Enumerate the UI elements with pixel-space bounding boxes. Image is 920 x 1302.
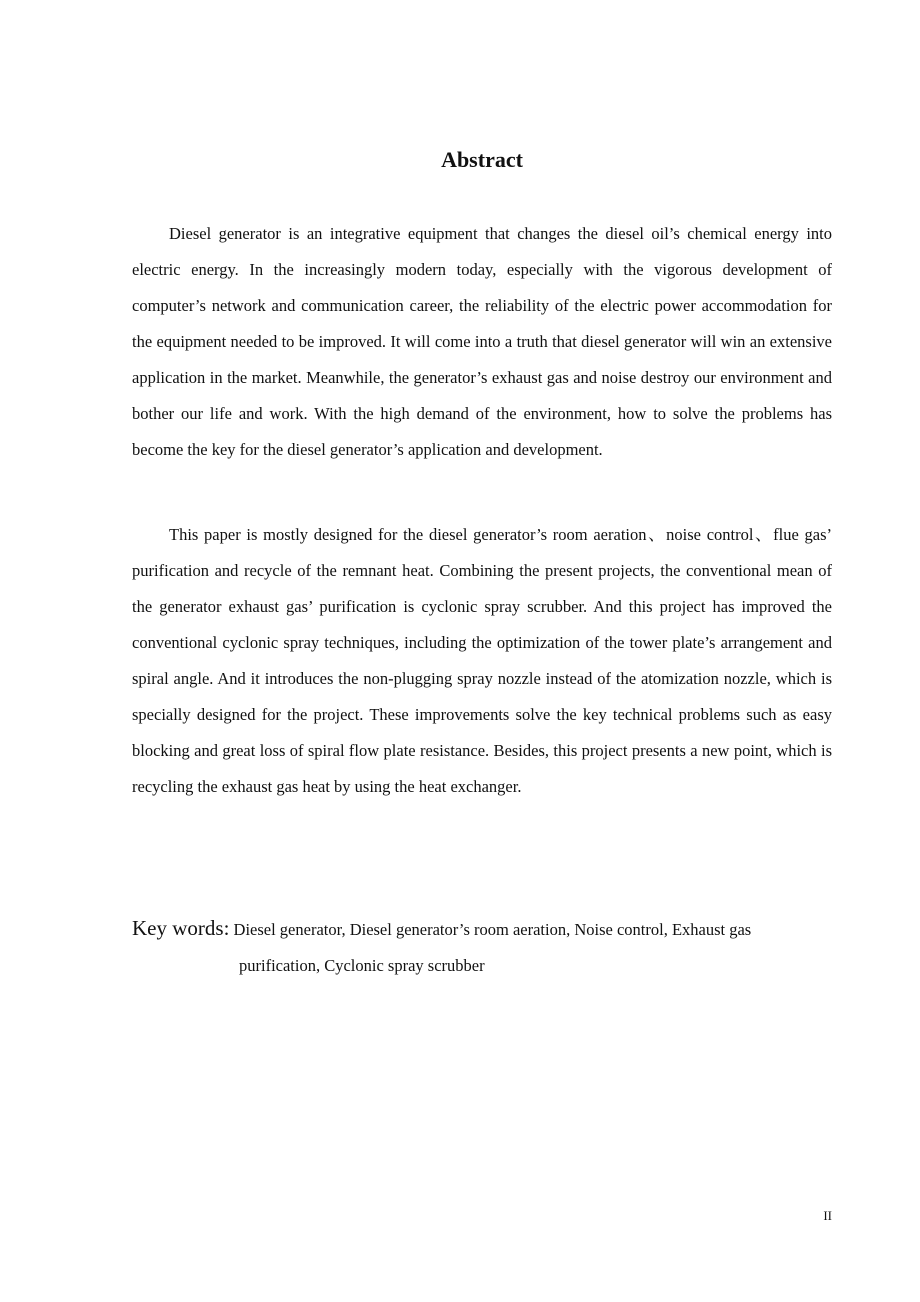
paragraph-text: This paper is mostly designed for the diesel generator’s room aeration、noise control、flue gas’ purification and recycle of the remnant heat. Combining the present projects, the conventional mean of the generator exhaust gas’ purification is cyclonic spray scrubber. And this project has improved the conventional cyclonic spray techniques, including the optimization of the tower plate’s arrangement and spiral angle. And it introduces the non-plugging spray nozzle instead of the atomization nozzle, which is specially designed for the project. These improvements solve the key technical problems such as easy blocking and great loss of spiral flow plate resistance. Besides, this project presents a new point, which is recycling the exhaust gas heat by using the heat exchanger. xyxy=(132,525,832,796)
keywords-text-2: purification, Cyclonic spray scrubber xyxy=(239,956,485,975)
page-title: Abstract xyxy=(441,147,523,172)
keywords-line-1 xyxy=(132,910,832,948)
keywords-text-1: Diesel generator, Diesel generator’s room aeration, Noise control, Exhaust gas xyxy=(233,920,752,939)
keywords-label: Key words: xyxy=(132,916,230,940)
keywords-section xyxy=(132,910,832,984)
keywords-line-2 xyxy=(132,948,832,984)
abstract-paragraph-2 xyxy=(132,517,832,805)
page-number: II xyxy=(823,1208,832,1223)
abstract-paragraph-1 xyxy=(132,216,832,468)
paragraph-text: Diesel generator is an integrative equipment that changes the diesel oil’s chemical energy into electric energy. In the increasingly modern today, especially with the vigorous development of computer’s network and communication career, the reliability of the electric power accommodation for the equipment needed to be improved. It will come into a truth that diesel generator will win an extensive application in the market. Meanwhile, the generator’s exhaust gas and noise destroy our environment and bother our life and work. With the high demand of the environment, how to solve the problems has become the key for the diesel generator’s application and development. xyxy=(132,224,832,459)
